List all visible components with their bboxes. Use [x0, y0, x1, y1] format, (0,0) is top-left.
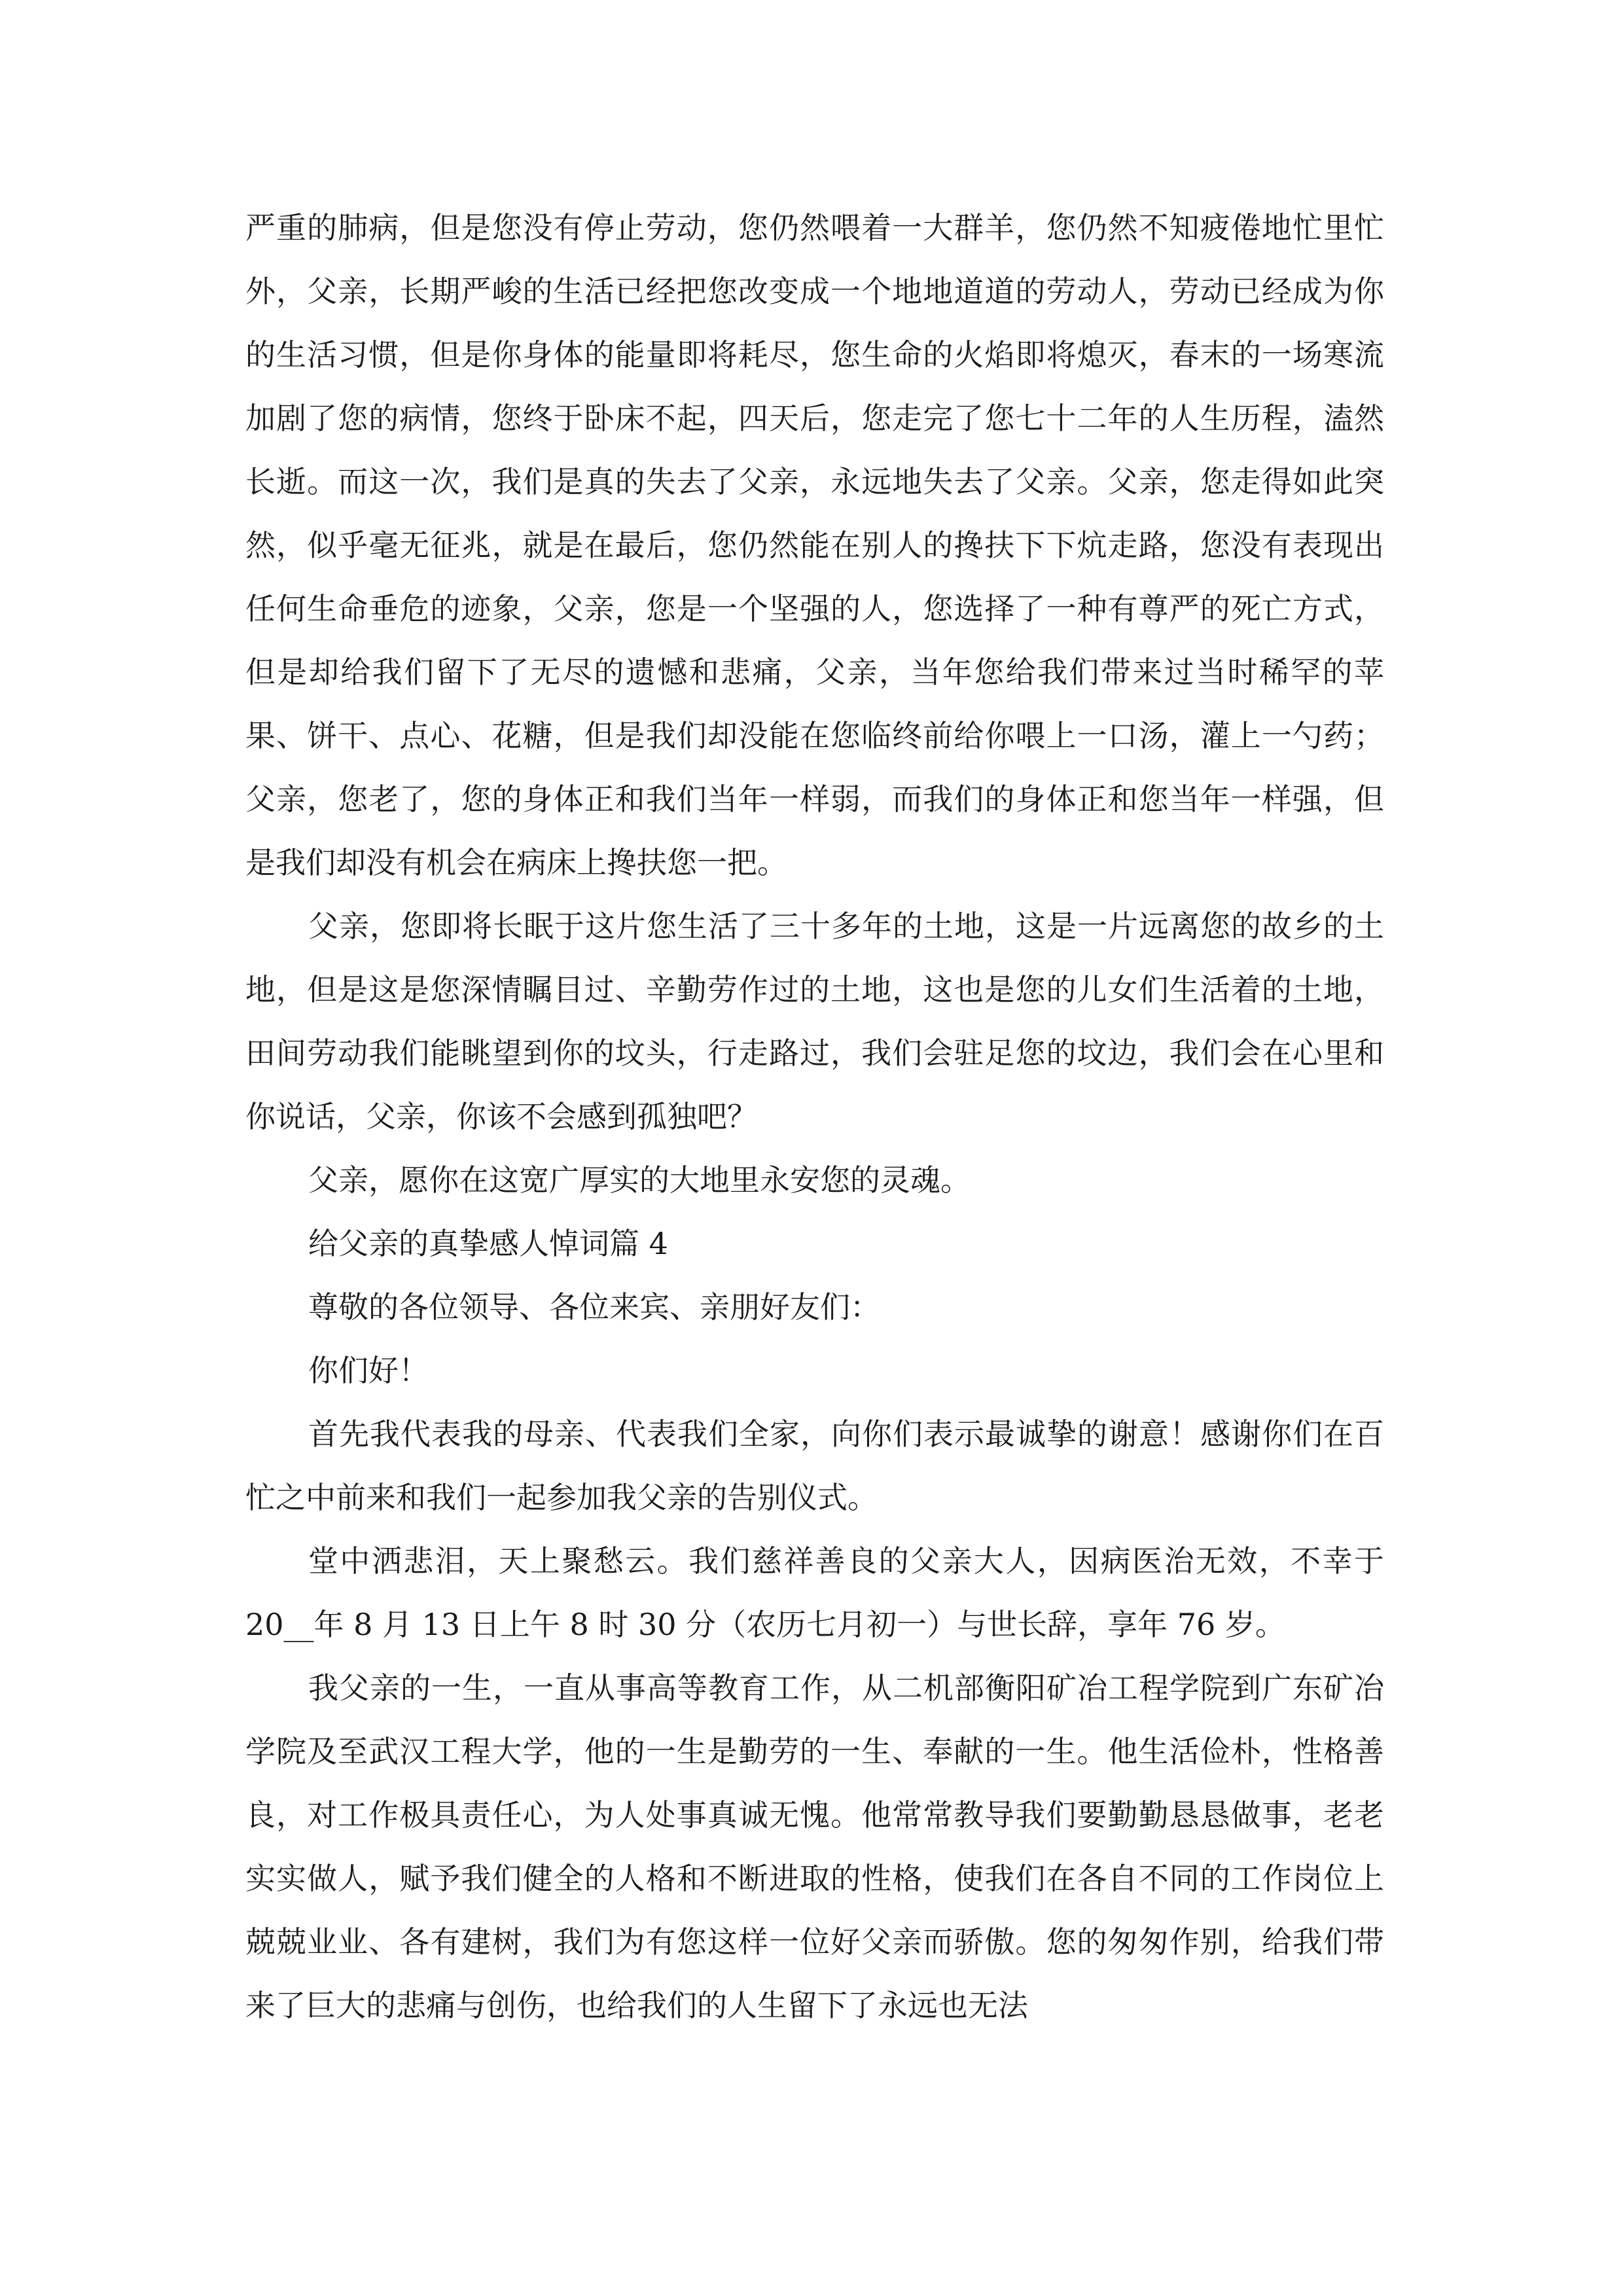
paragraph-2: 父亲，您即将长眠于这片您生活了三十多年的土地，这是一片远离您的故乡的土地，但是这是您深情瞩目过、辛勤劳作过的土地，这也是您的儿女们生活着的土地，田间劳动我们能眺望到你的坟头，行走路过，我们会驻足您的坟边，我们会在心里和你说话，父亲，你该不会感到孤独吧？: [245, 908, 1384, 1134]
greeting: 你们好！: [308, 1353, 429, 1388]
salutation: 尊敬的各位领导、各位来宾、亲朋好友们：: [308, 1289, 880, 1325]
paragraph-1: 严重的肺病，但是您没有停止劳动，您仍然喂着一大群羊，您仍然不知疲倦地忙里忙外，父亲，长期严峻的生活已经把您改变成一个地地道道的劳动人，劳动已经成为你的生活习惯，但是你身体的能量即将耗尽，您生命的火焰即将熄灭，春末的一场寒流加剧了您的病情，您终于卧床不起，四天后，您走完了您七十二年的人生历程，溘然长逝。而这一次，我们是真的失去了父亲，永远地失去了父亲。父亲，您走得如此突然，似乎毫无征兆，就是在最后，您仍然能在别人的搀扶下下炕走路，您没有表现出任何生命垂危的迹象，父亲，您是一个坚强的人，您选择了一种有尊严的死亡方式，但是却给我们留下了无尽的遗憾和悲痛，父亲，当年您给我们带来过当时稀罕的苹果、饼干、点心、花糖，但是我们却没能在您临终前给你喂上一口汤，灌上一勺药；父亲，您老了，您的身体正和我们当年一样弱，而我们的身体正和您当年一样强，但是我们却没有机会在病床上搀扶您一把。: [245, 210, 1384, 880]
paragraph-8: 堂中洒悲泪，天上聚愁云。我们慈祥善良的父亲大人，因病医治无效，不幸于 20__年 8 月 13 日上午 8 时 30 分（农历七月初一）与世长辞，享年 76 岁。: [245, 1543, 1384, 1642]
section-heading: 给父亲的真挚感人悼词篇 4: [308, 1226, 668, 1261]
paragraph-3: 父亲，愿你在这宽广厚实的大地里永安您的灵魂。: [308, 1162, 971, 1198]
document-body: [245, 196, 1384, 2037]
paragraph-9: 我父亲的一生，一直从事高等教育工作，从二机部衡阳矿冶工程学院到广东矿冶学院及至武汉工程大学，他的一生是勤劳的一生、奉献的一生。他生活俭朴，性格善良，对工作极具责任心，为人处事真诚无愧。他常常教导我们要勤勤恳恳做事，老老实实做人，赋予我们健全的人格和不断进取的性格，使我们在各自不同的工作岗位上兢兢业业、各有建树，我们为有您这样一位好父亲而骄傲。您的匆匆作别，给我们带来了巨大的悲痛与创伤，也给我们的人生留下了永远也无法: [245, 1670, 1384, 2023]
paragraph-7: 首先我代表我的母亲、代表我们全家，向你们表示最诚挚的谢意！感谢你们在百忙之中前来和我们一起参加我父亲的告别仪式。: [245, 1416, 1384, 1515]
